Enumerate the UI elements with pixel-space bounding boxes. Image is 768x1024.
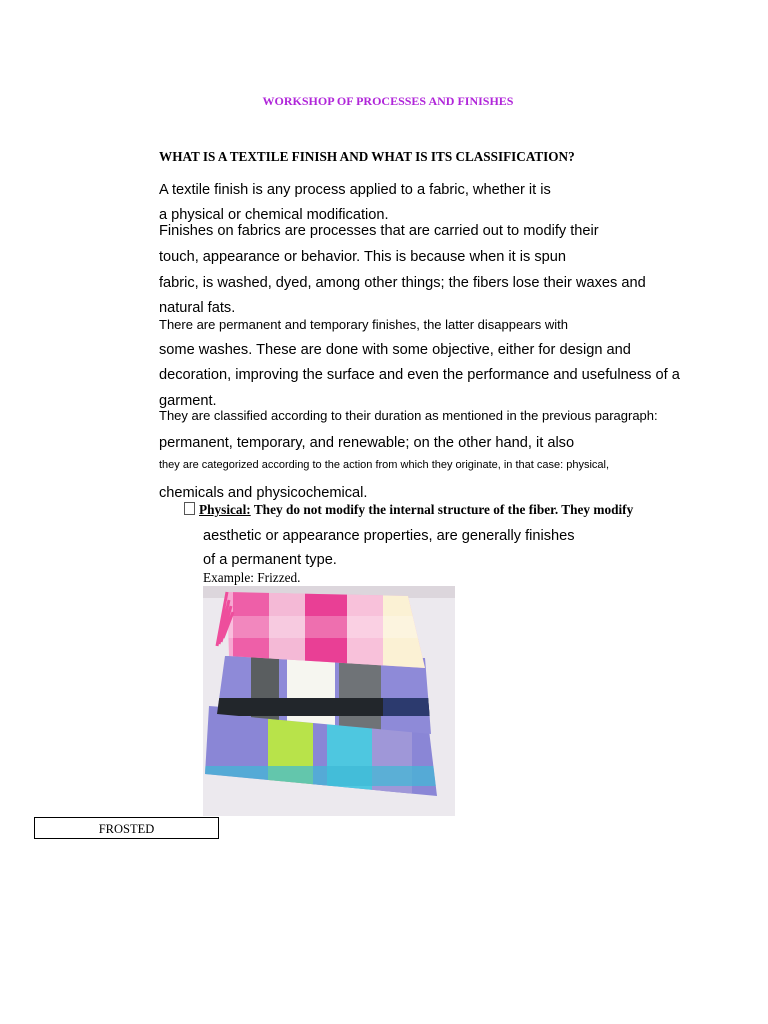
bullet-item-physical: [184, 502, 633, 518]
fabric-photo: [203, 586, 455, 816]
bullet-text: They do not modify the internal structure of the fiber. They modify: [253, 502, 634, 517]
caption-frosted: FROSTED: [34, 817, 219, 839]
paragraph-line: decoration, improving the surface and even the performance and usefulness of a: [159, 367, 680, 383]
paragraph-line: A textile finish is any process applied to a fabric, whether it is: [159, 182, 551, 198]
bullet-continuation-line: of a permanent type.: [203, 552, 337, 568]
paragraph-line: There are permanent and temporary finishes, the latter disappears with: [159, 317, 568, 332]
example-label: Example: Frizzed.: [203, 570, 301, 585]
bullet-continuation-line: aesthetic or appearance properties, are generally finishes: [203, 528, 575, 544]
paragraph-line: some washes. These are done with some objective, either for design and: [159, 342, 631, 358]
paragraph-line: chemicals and physicochemical.: [159, 485, 368, 501]
paragraph-line: they are categorized according to the action from which they originate, in that case: physical,: [159, 459, 610, 471]
section-heading: WHAT IS A TEXTILE FINISH AND WHAT IS ITS CLASSIFICATION?: [159, 149, 575, 164]
paragraph-line: a physical or chemical modification.: [159, 207, 389, 223]
paragraph-line: garment.: [159, 393, 217, 409]
paragraph-line: Finishes on fabrics are processes that are carried out to modify their: [159, 223, 599, 239]
paragraph-line: permanent, temporary, and renewable; on the other hand, it also: [159, 435, 575, 451]
paragraph-line: fabric, is washed, dyed, among other things; the fibers lose their waxes and: [159, 275, 646, 291]
bullet-label: Physical:: [199, 502, 251, 517]
paragraph-line: natural fats.: [159, 300, 236, 316]
paragraph-line: touch, appearance or behavior. This is because when it is spun: [159, 249, 566, 265]
paragraph-line: They are classified according to their duration as mentioned in the previous paragraph:: [159, 408, 658, 423]
bullet-box-icon: [184, 502, 195, 515]
document-title: WORKSHOP OF PROCESSES AND FINISHES: [262, 94, 514, 108]
